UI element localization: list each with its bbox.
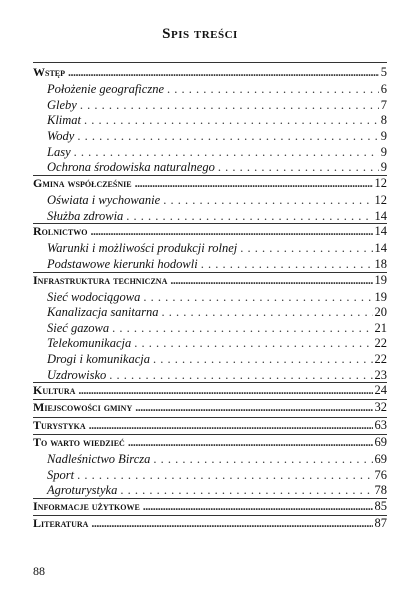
toc-entry-page-number: 12 [374, 192, 387, 207]
toc-subsection-entry [33, 290, 387, 306]
toc-subsection-entry [33, 321, 387, 337]
toc-entry-label: Uzdrowisko [47, 367, 107, 382]
toc-entry-page-number: 8 [380, 113, 387, 128]
toc-entry-label: Drogi i komunikacja [47, 352, 150, 367]
dot-leader [91, 516, 372, 531]
dot-leader [161, 305, 372, 320]
toc-entry-label: Miejscowości gminy [33, 400, 133, 415]
toc-subsection-entry [33, 98, 387, 114]
toc-entry-page-number: 21 [374, 320, 387, 335]
dot-leader [135, 176, 373, 191]
toc-entry-page-number: 22 [374, 336, 387, 351]
dot-leader [134, 336, 372, 351]
toc-entry-label: Położenie geograficzne [47, 82, 164, 97]
toc-section-entry [33, 224, 387, 241]
toc-entry-label: Nadleśnictwo Bircza [47, 452, 151, 466]
dot-leader [112, 321, 372, 336]
dot-leader [128, 435, 373, 450]
toc-entry-label: Sieć gazowa [47, 320, 110, 335]
toc-entry-page-number: 24 [374, 383, 387, 398]
toc-section-entry [33, 516, 387, 533]
toc-subsection-entry [33, 113, 387, 129]
toc-entry-label: Warunki i możliwości produkcji rolnej [47, 241, 238, 256]
toc-entry-label: Sieć wodociągowa [47, 289, 141, 304]
toc-entry-page-number: 5 [380, 65, 387, 79]
toc-subsection-entry [33, 305, 387, 321]
toc-subsection-entry [33, 368, 387, 384]
toc-subsection-entry [33, 241, 387, 257]
top-rule [33, 62, 387, 63]
dot-leader [143, 499, 373, 514]
toc-entry-page-number: 19 [374, 289, 387, 304]
toc-entry-page-number: 9 [380, 160, 387, 175]
toc-subsection-entry [33, 352, 387, 368]
toc-entry-page-number: 76 [374, 467, 387, 482]
toc-entry-label: Lasy [47, 144, 71, 159]
toc-entry-label: Kultura [33, 383, 76, 398]
toc-entry-page-number: 78 [374, 483, 387, 498]
dot-leader [68, 65, 379, 80]
toc-section-entry [33, 435, 387, 452]
toc-subsection-entry [33, 468, 387, 484]
toc-entry-label: Informacje użytkowe [33, 498, 140, 513]
toc-section-entry [33, 383, 387, 400]
toc-entry-label: Infrastruktura techniczna [33, 272, 168, 287]
dot-leader [84, 113, 379, 128]
toc-entry-page-number: 69 [374, 434, 387, 449]
dot-leader [77, 129, 378, 144]
dot-leader [109, 368, 372, 383]
toc-section-entry [33, 65, 387, 82]
table-of-contents [33, 65, 387, 533]
toc-entry-page-number: 9 [380, 144, 387, 159]
toc-section-entry [33, 499, 387, 516]
toc-entry-label: Oświata i wychowanie [47, 192, 161, 207]
toc-subsection-entry [33, 129, 387, 145]
toc-section-entry [33, 418, 387, 435]
dot-leader [170, 273, 372, 288]
toc-entry-label: Gmina współcześnie [33, 175, 132, 190]
dot-leader [218, 160, 379, 175]
toc-entry-page-number: 9 [380, 128, 387, 143]
dot-leader [74, 145, 379, 160]
toc-entry-page-number: 69 [374, 452, 387, 466]
toc-entry-label: Wstęp [33, 65, 66, 79]
toc-entry-page-number: 12 [374, 175, 387, 190]
dot-leader [80, 98, 379, 113]
dot-leader [153, 352, 373, 367]
toc-entry-page-number: 6 [380, 82, 387, 97]
toc-section-entry [33, 273, 387, 290]
toc-entry-page-number: 14 [374, 224, 387, 239]
toc-subsection-entry [33, 193, 387, 209]
toc-entry-label: Kanalizacja sanitarna [47, 305, 159, 320]
toc-entry-label: Gleby [47, 97, 77, 112]
toc-entry-label: Turystyka [33, 417, 86, 432]
toc-entry-page-number: 23 [374, 367, 387, 382]
toc-entry-label: Literatura [33, 515, 89, 530]
footer-page-number: 88 [33, 564, 45, 578]
toc-entry-label: Służba zdrowia [47, 208, 124, 223]
toc-entry-page-number: 87 [374, 515, 387, 530]
toc-entry-label: Telekomunikacja [47, 336, 132, 351]
dot-leader [240, 241, 372, 256]
toc-entry-label: Klimat [47, 113, 82, 128]
dot-leader [120, 483, 372, 498]
toc-section-entry [33, 400, 387, 417]
toc-entry-page-number: 85 [374, 498, 387, 513]
toc-entry-page-number: 20 [374, 305, 387, 320]
toc-entry-label: Rolnictwo [33, 224, 88, 239]
toc-subsection-entry [33, 160, 387, 176]
dot-leader [78, 383, 372, 398]
toc-entry-page-number: 19 [374, 272, 387, 287]
toc-entry-page-number: 22 [374, 352, 387, 367]
toc-subsection-entry [33, 82, 387, 98]
page-title: Spis treści [162, 26, 238, 42]
toc-entry-label: Agroturystyka [47, 483, 118, 498]
toc-entry-page-number: 18 [374, 256, 387, 271]
toc-entry-page-number: 63 [374, 417, 387, 432]
dot-leader [126, 209, 372, 224]
dot-leader [163, 193, 372, 208]
toc-entry-page-number: 14 [374, 208, 387, 223]
toc-entry-label: Podstawowe kierunki hodowli [47, 256, 198, 271]
dot-leader [201, 257, 373, 272]
toc-subsection-entry [33, 209, 387, 225]
toc-entry-label: To warto wiedzieć [33, 434, 125, 449]
toc-subsection-entry [33, 336, 387, 352]
toc-entry-label: Ochrona środowiska naturalnego [47, 160, 215, 175]
toc-entry-page-number: 32 [374, 400, 387, 415]
dot-leader [143, 290, 372, 305]
toc-section-entry [33, 176, 387, 193]
toc-subsection-entry [33, 145, 387, 161]
dot-leader [135, 400, 372, 415]
dot-leader [153, 452, 372, 467]
toc-subsection-entry [33, 257, 387, 273]
toc-entry-page-number: 7 [380, 97, 387, 112]
toc-entry-label: Wody [47, 128, 75, 143]
toc-entry-page-number: 14 [374, 241, 387, 256]
toc-subsection-entry [33, 452, 387, 468]
toc-subsection-entry [33, 483, 387, 499]
toc-entry-label: Sport [47, 467, 75, 482]
dot-leader [77, 468, 372, 483]
dot-leader [89, 418, 373, 433]
dot-leader [167, 82, 379, 97]
dot-leader [90, 224, 372, 239]
